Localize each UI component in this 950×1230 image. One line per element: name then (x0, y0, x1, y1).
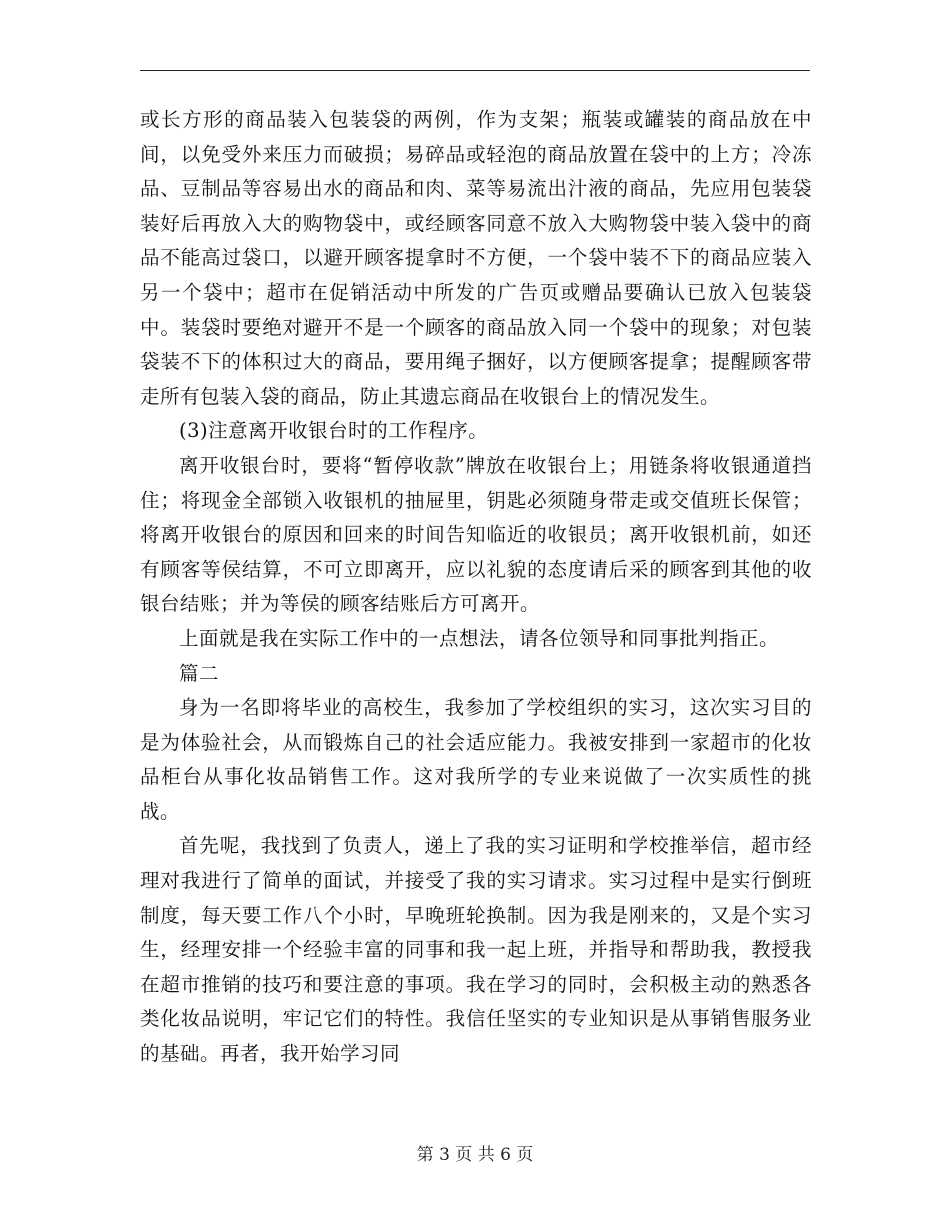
document-body (140, 103, 812, 1072)
page-footer: 第 3 页 共 6 页 (416, 1145, 534, 1165)
paragraph-continuation: 或长方形的商品装入包装袋的两例，作为支架；瓶装或罐装的商品放在中间，以免受外来压力而破损；易碎品或轻泡的商品放置在袋中的上方；冷冻品、豆制品等容易出水的商品和肉、菜等易流出汁液的商品，先应用包装袋装好后再放入大的购物袋中，或经顾客同意不放入大购物袋中装入袋中的商品不能高过袋口，以避开顾客提拿时不方便，一个袋中装不下的商品应装入另一个袋中；超市在促销活动中所发的广告页或赠品要确认已放入包装袋中。装袋时要绝对避开不是一个顾客的商品放入同一个袋中的现象；对包装袋装不下的体积过大的商品，要用绳子捆好，以方便顾客提拿；提醒顾客带走所有包装入袋的商品，防止其遗忘商品在收银台上的情况发生。 (140, 108, 812, 408)
paragraph-internship-detail: 首先呢，我找到了负责人，递上了我的实习证明和学校推举信，超市经理对我进行了简单的面试，并接受了我的实习请求。实习过程中是实行倒班制度，每天要工作八个小时，早晚班轮换制。因为我是刚来的，又是个实习生，经理安排一个经验丰富的同事和我一起上班，并指导和帮助我，教授我在超市推销的技巧和要注意的事项。我在学习的同时，会积极主动的熟悉各类化妆品说明，牢记它们的特性。我信任坚实的专业知识是从事销售服务业的基础。再者，我开始学习同 (140, 834, 812, 1066)
section-title-part-two: 篇二 (179, 661, 220, 685)
header-rule (140, 70, 810, 71)
paragraph-leaving-counter: 离开收银台时，要将“暂停收款”牌放在收银台上；用链条将收银通道挡住；将现金全部锁入收银机的抽屉里，钥匙必须随身带走或交值班长保管；将离开收银台的原因和回来的时间告知临近的收银员；离开收银机前，如还有顾客等侯结算，不可立即离开，应以礼貌的态度请后采的顾客到其他的收银台结账；并为等侯的顾客结账后方可离开。 (140, 453, 812, 616)
paragraph-internship-intro: 身为一名即将毕业的高校生，我参加了学校组织的实习，这次实习目的是为体验社会，从而锻炼自己的社会适应能力。我被安排到一家超市的化妆品柜台从事化妆品销售工作。这对我所学的专业来说做了一次实质性的挑战。 (140, 696, 812, 823)
paragraph-heading-3: (3)注意离开收银台时的工作程序。 (179, 419, 489, 443)
paragraph-closing: 上面就是我在实际工作中的一点想法，请各位领导和同事批判指正。 (179, 626, 780, 650)
